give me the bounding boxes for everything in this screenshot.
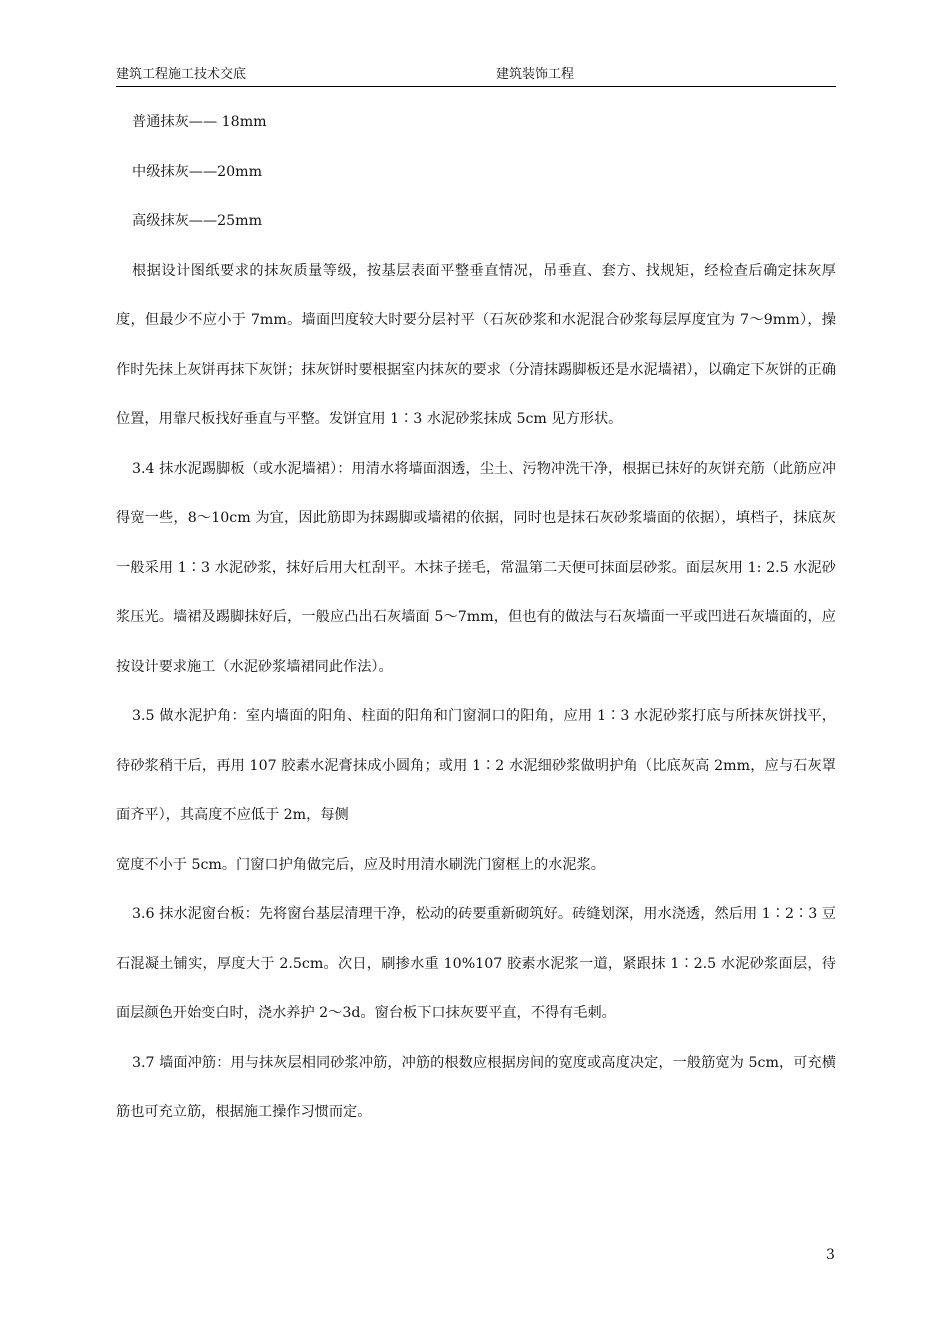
page-header <box>116 66 836 87</box>
header-section-title: 建筑装饰工程 <box>496 67 575 82</box>
paragraph-3-4-skirting: 3.4 抹水泥踢脚板（或水泥墙裙）：用清水将墙面洇透，尘土、污物冲洗干净，根据已抹好的灰饼充筋（此筋应冲得宽一些，8～10cm 为宜，因此筋即为抹踢脚或墙裙的依据，同时也是抹石灰砂浆墙面的依据），填档子，抹底灰一般采用 1∶3 水泥砂浆，抹好后用大杠刮平。木抹子搓毛，常温第二天便可抹面层砂浆。面层灰用 1: 2.5 水泥砂浆压光。墙裙及踢脚抹好后，一般应凸出石灰墙面 5～7mm，但也有的做法与石灰墙面一平或凹进石灰墙面的，应按设计要求施工（水泥砂浆墙裙同此作法）。 <box>116 460 836 675</box>
paragraph-3-6-window-sill: 3.6 抹水泥窗台板：先将窗台基层清理干净，松动的砖要重新砌筑好。砖缝划深，用水浇透，然后用 1∶2∶3 豆石混凝土铺实，厚度大于 2.5cm。次日，刷掺水重 10%107 胶素水泥浆一道，紧跟抹 1∶2.5 水泥砂浆面层，待面层颜色开始变白时，浇水养护 2～3d。窗台板下口抹灰要平直，不得有毛刺。 <box>116 906 836 1021</box>
paragraph-3-5-continued: 宽度不小于 5cm。门窗口护角做完后，应及时用清水刷洗门窗框上的水泥浆。 <box>116 856 605 873</box>
paragraph-3-7-wall-screeding: 3.7 墙面冲筋：用与抹灰层相同砂浆冲筋，冲筋的根数应根据房间的宽度或高度决定，一般筋宽为 5cm，可充横筋也可充立筋，根据施工操作习惯而定。 <box>116 1054 836 1120</box>
thickness-ordinary: 普通抹灰—— 18mm <box>132 114 267 130</box>
thickness-medium: 中级抹灰——20mm <box>132 163 263 180</box>
paragraph-thickness-determination: 根据设计图纸要求的抹灰质量等级，按基层表面平整垂直情况，吊垂直、套方、找规矩，经检查后确定抹灰厚度，但最少不应小于 7mm。墙面凹度较大时要分层衬平（石灰砂浆和水泥混合砂浆每层厚度宜为 7～9mm），操作时先抹上灰饼再抹下灰饼；抹灰饼时要根据室内抹灰的要求（分清抹踢脚板还是水泥墙裙），以确定下灰饼的正确位置，用靠尺板找好垂直与平整。发饼宜用 1∶3 水泥砂浆抹成 5cm 见方形状。 <box>116 262 836 427</box>
document-body <box>116 98 836 1138</box>
thickness-advanced: 高级抹灰——25mm <box>132 213 263 229</box>
header-document-title: 建筑工程施工技术交底 <box>116 67 247 82</box>
paragraph-3-5-corner-protection: 3.5 做水泥护角：室内墙面的阳角、柱面的阳角和门窗洞口的阳角，应用 1∶3 水泥砂浆打底与所抹灰饼找平，待砂浆稍干后，再用 107 胶素水泥膏抹成小圆角；或用 1∶2 水泥细砂浆做明护角（比底灰高 2mm，应与石灰罩面齐平），其高度不应低于 2m，每侧 <box>116 708 836 823</box>
page-number: 3 <box>826 1247 835 1263</box>
